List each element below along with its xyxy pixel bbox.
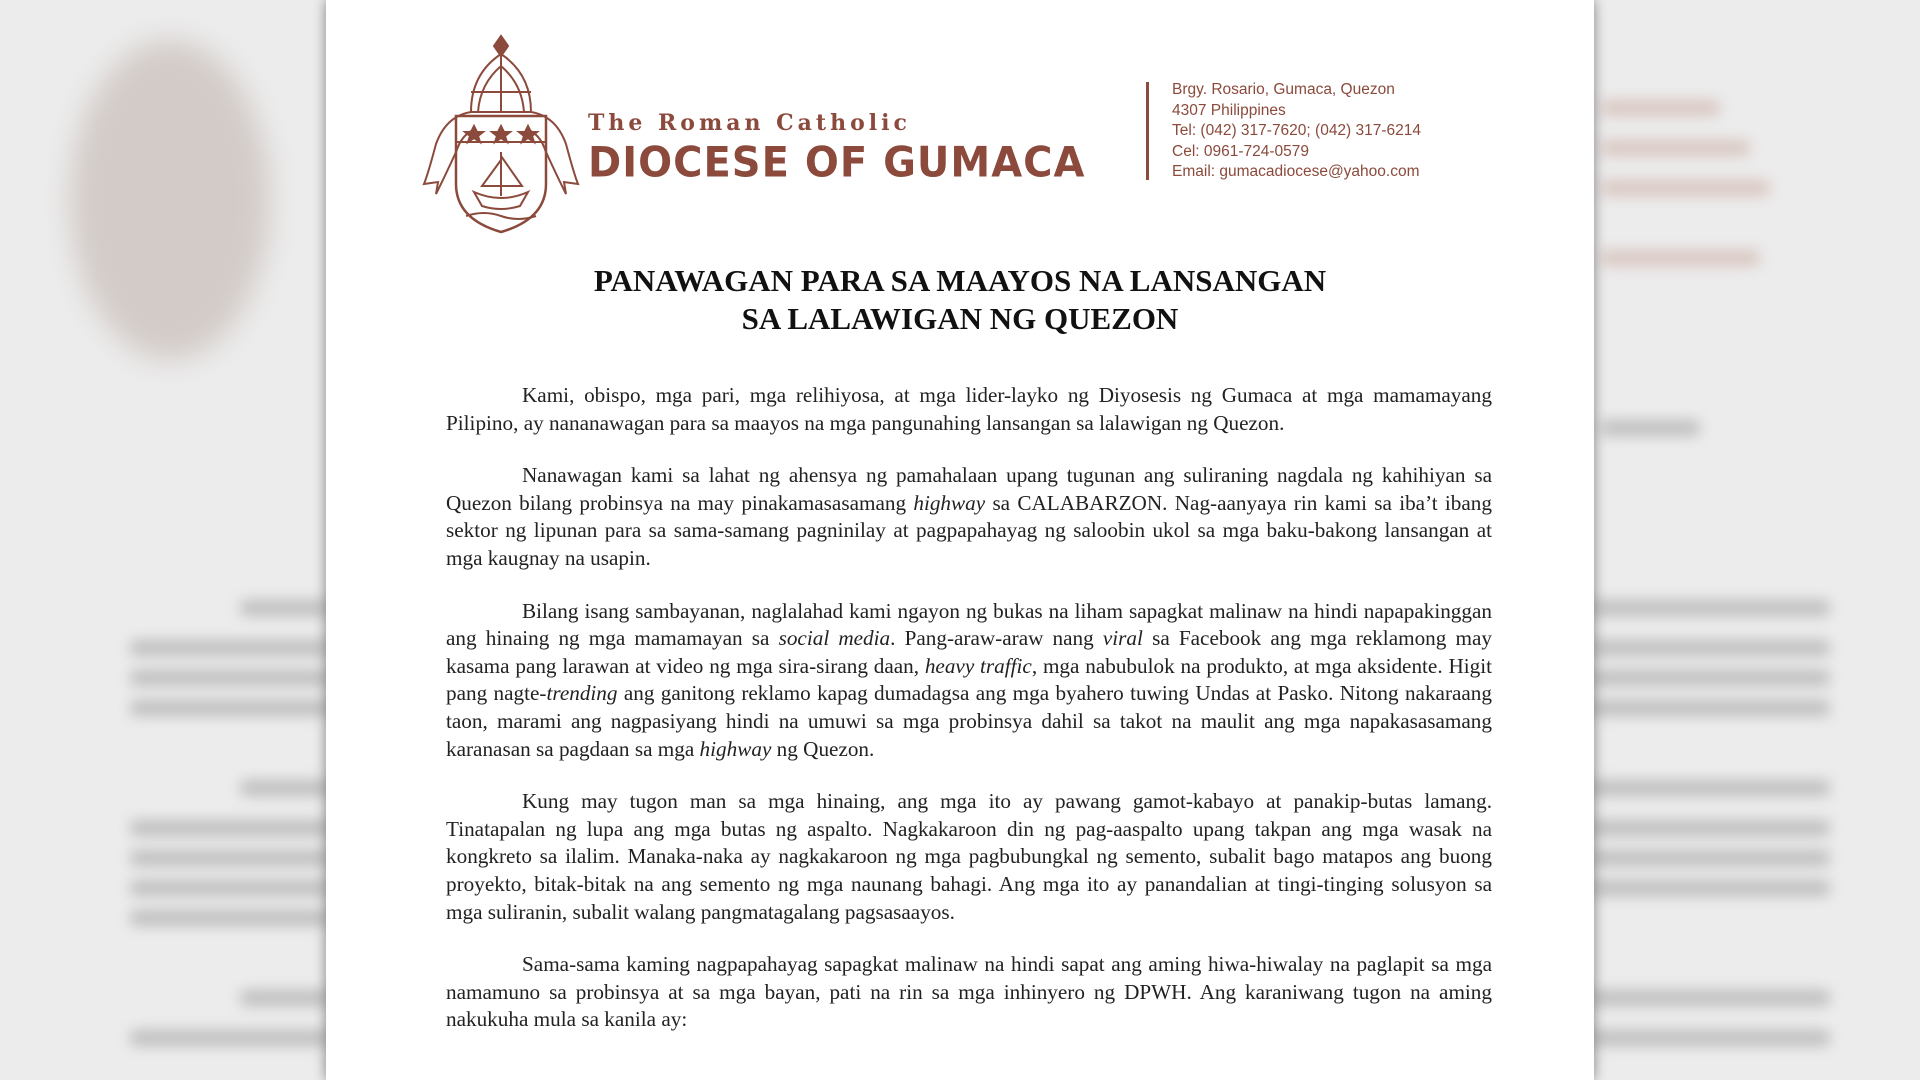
contact-tel: Tel: (042) 317-7620; (042) 317-6214 [1172,122,1422,139]
letter-body [446,382,1492,1059]
letter-title [326,262,1594,338]
italic-term: trending [546,681,618,706]
contact-block [1172,80,1421,183]
italic-term: social media [778,626,891,651]
contact-address: Brgy. Rosario, Gumaca, Quezon [1172,81,1395,98]
contact-cel: Cel: 0961-724-0579 [1172,142,1310,160]
text-run: , mga nabubulok na produkto, at mga aksidente. Higit pang nagte- [446,653,1492,706]
blurred-background-left [0,0,330,1080]
italic-term: highway [699,736,772,761]
paragraph-5 [446,951,1492,1034]
italic-term: heavy traffic [924,653,1032,678]
contact-email: Email: gumacadiocese@yahoo.com [1172,163,1420,180]
diocese-coat-of-arms-icon [416,34,586,234]
letter-page [326,0,1594,1080]
title-line1: PANAWAGAN PARA SA MAAYOS NA LANSANGAN [593,263,1327,298]
text-run: Nanawagan kami sa lahat ng ahensya ng pamahalaan upang tugunan ang suliraning nagdala ng kahihiyan sa Quezon bilang probinsya na may pinakamasasamang [446,463,1492,515]
organization-name [588,110,1085,186]
text-run: Bilang isang sambayanan, naglalahad kami ngayon ng bukas na liham sapagkat malinaw na hindi napapakinggan ang hinaing ng mga mamamayan sa [446,598,1492,651]
text-run: . Pang-araw-araw nang [890,626,1103,651]
title-line2: SA LALAWIGAN NG QUEZON [741,301,1179,336]
paragraph-4 [446,788,1492,926]
text-run: sa CALABARZON. Nag-aanyaya rin kami sa iba’t ibang sektor ng lipunan para sa sama-samang pagninilay at pagpapahayag ng saloobin ukol sa mga baku-bakong lansangan at mga kaugnay na usapin. [446,490,1492,570]
paragraph-3 [446,598,1492,764]
paragraph-1 [446,382,1492,437]
blurred-background-right [1590,0,1920,1080]
org-line2: DIOCESE OF GUMACA [588,138,1086,188]
text-run: sa Facebook ang mga reklamong may kasama pang larawan at video ng mga sira-sirang daan, [446,626,1492,678]
text-run: ang ganitong reklamo kapag dumadagsa ang mga byahero tuwing Undas at Pasko. Nitong nakaraang taon, marami ang nagpasiyang hindi na umuwi sa mga probinsya dahil sa takot na maulit ang mga napakasasamang karanasan sa pagdaan sa mga [446,681,1492,761]
header-divider [1146,82,1149,180]
text-run: ng Quezon. [771,736,875,761]
text-run: Kung may tugon man sa mga hinaing, ang mga ito ay pawang gamot-kabayo at panakip-butas lamang. Tinatapalan ng lupa ang mga butas ng aspalto. Nagkakaroon din ng pag-aaspalto upang takpan ang mga wasak na kongkreto sa ilalim. Manaka-naka ay nagkakaroon ng mga pagbubungkal ng semento, subalit bago matapos ang buong proyekto, bitak-bitak na ang semento ng mga naunang bahagi. Ang mga ito ay panandalian at tingi-tinging solusyon sa mga suliranin, subalit walang pangmatagalang pagsasaayos. [446,789,1492,924]
italic-term: highway [913,490,986,515]
org-line1: The Roman Catholic [588,110,911,136]
text-run: Kami, obispo, mga pari, mga relihiyosa, at mga lider-layko ng Diyosesis ng Gumaca at mga mamamayang Pilipino, ay nananawagan para sa maayos na mga pangunahing lansangan sa lalawigan ng Quezon. [446,383,1492,435]
text-run: Sama-sama kaming nagpapahayag sapagkat malinaw na hindi sapat ang aming hiwa-hiwalay na paglapit sa mga namamuno sa probinsya at sa mga bayan, pati na rin sa mga inhinyero ng DPWH. Ang karaniwang tugon na aming nakukuha mula sa kanila ay: [446,952,1492,1032]
contact-postal: 4307 Philippines [1172,101,1286,119]
italic-term: viral [1102,626,1143,651]
paragraph-2 [446,462,1492,572]
